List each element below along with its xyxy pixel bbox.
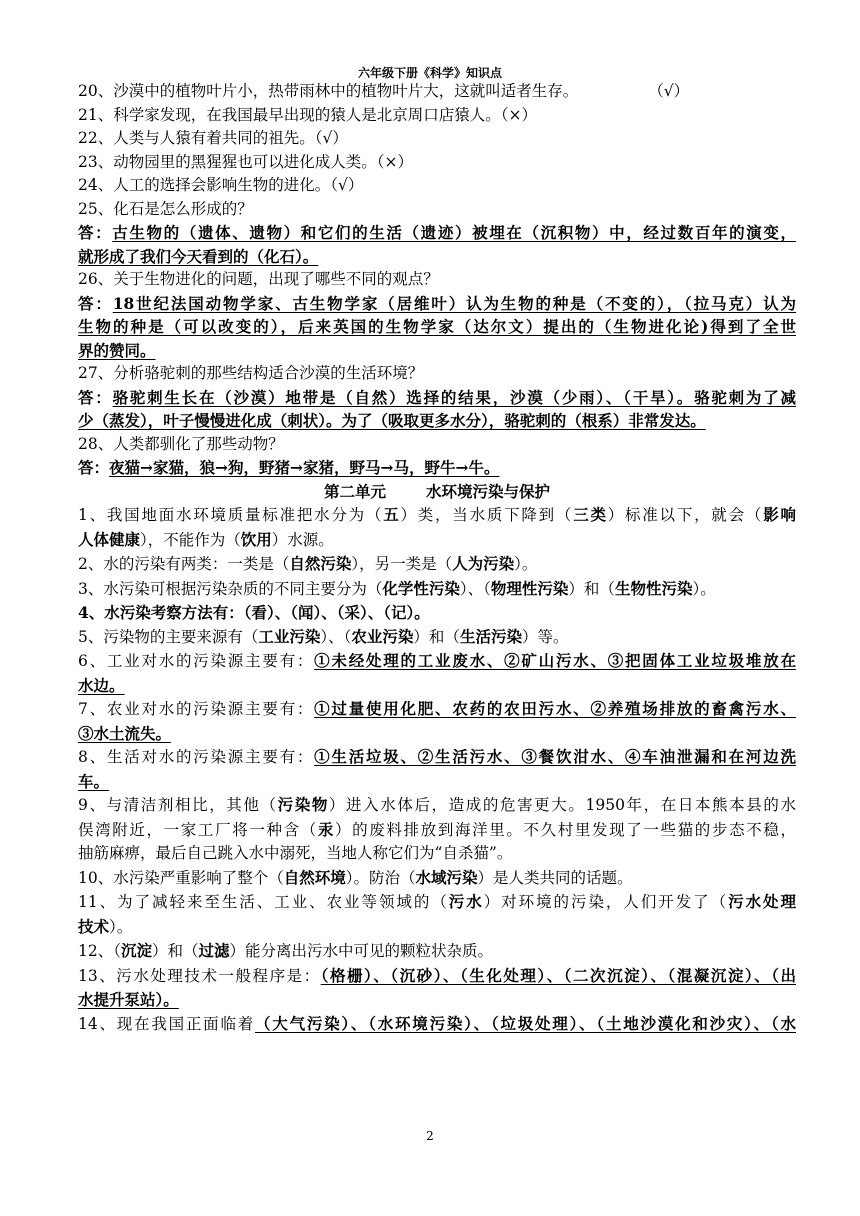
text: 5、污染物的主要来源有（: [78, 627, 259, 646]
point-7-line1: [78, 697, 796, 722]
point-6-line1: [78, 649, 796, 674]
text: 9、与清洁剂相比，其他（: [78, 796, 278, 814]
answer-25-line2: 就形成了我们今天看到的（化石）。: [78, 246, 319, 266]
text: 8、生活对水的污染源主要有：: [78, 748, 315, 766]
point-1-line1: [78, 503, 796, 528]
point-13-line2: 水提升泵站）。: [78, 990, 179, 1009]
text: 3、水污染可根据污染杂质的不同主要分为（: [78, 579, 383, 598]
item-24: 24、人工的选择会影响生物的进化。（√）: [78, 176, 364, 194]
point-12: [78, 939, 796, 964]
text: 10、水污染严重影响了整个（: [78, 868, 284, 887]
text: ）。: [109, 917, 133, 936]
key-term: 污染物: [277, 795, 329, 814]
text: ）是人类共同的话题。: [477, 868, 633, 887]
answer-26-line3: 界的赞同。: [78, 340, 156, 360]
answer-26-line1: [78, 292, 796, 316]
point-9-line3: 抽筋麻痹，最后自己跳入水中溺死，当地人称它们为“自杀猫”。: [78, 844, 513, 862]
point-9-line2: [78, 818, 796, 843]
text: ）、（: [320, 627, 352, 646]
question-27: 27、分析骆驼刺的那些结构适合沙漠的生活环境？: [78, 364, 424, 382]
check-mark: （√）: [648, 82, 690, 100]
text: ）标准以下，就会（: [607, 506, 764, 524]
point-11-line1: [78, 890, 796, 915]
point-10: [78, 866, 796, 891]
key-term: 自然污染: [289, 554, 352, 573]
text: ）等。: [521, 627, 569, 646]
key-term: 自然环境: [283, 867, 346, 887]
question-26: 26、关于生物进化的问题，出现了哪些不同的观点？: [78, 270, 439, 288]
key-term: 人体健康: [78, 529, 141, 549]
page-header: 六年级下册《科学》知识点: [357, 66, 502, 80]
answer-text: ①未经处理的工业废水、②矿山污水、③把固体工业垃圾堆放在: [314, 651, 796, 670]
text: ）类，当水质下降到（: [400, 506, 574, 524]
key-term: 物理性污染: [490, 578, 569, 598]
section-title: [78, 480, 796, 504]
answer-label: 答：: [78, 293, 113, 313]
text: 13、污水处理技术一般程序是：: [78, 966, 321, 985]
key-term: 污水: [448, 892, 484, 911]
answer-28: [78, 456, 796, 480]
key-term: 化学性污染: [382, 578, 460, 598]
text: ）的废料排放到海洋里。不久村里发现了一些猫的步态不稳，: [335, 820, 796, 839]
text: 1、我国地面水环境质量标准把水分为（: [78, 506, 384, 524]
answer-text: 夜猫→家猫，狼→狗，野猪→家猪，野马→马，野牛→牛。: [109, 458, 500, 477]
text: ）。: [514, 555, 538, 573]
answer-text: ①生活垃圾、②生活污水、③餐饮泔水、④车油泄漏和在河边洗: [314, 747, 796, 766]
item-text: 20、沙漠中的植物叶片小，热带雨林中的植物叶片大，这就叫适者生存。: [78, 82, 579, 100]
key-term: 饮用: [240, 529, 272, 549]
text: 6、工业对水的污染源主要有：: [78, 652, 315, 670]
key-term: 工业污染: [258, 626, 321, 646]
text: ），另一类是（: [351, 555, 453, 573]
point-7-line2: ③水土流失。: [78, 723, 172, 743]
page-number: 2: [426, 1129, 434, 1143]
key-term: 五: [383, 505, 401, 524]
section-unit: 第二单元: [323, 481, 386, 501]
key-term: 沉淀: [120, 941, 152, 960]
text: 12、（: [78, 942, 121, 960]
answer-label: 答：: [78, 458, 110, 477]
point-8-line1: [78, 745, 796, 770]
answer-label: 答：: [78, 387, 113, 407]
key-term: 人为污染: [452, 554, 515, 573]
text: ）进入水体后，造成的危害更大。1950年，在日本熊本县的水: [328, 796, 796, 814]
text: 14、现在我国正面临着: [78, 1014, 256, 1033]
item-22: 22、人类与人猿有着共同的祖先。（√）: [78, 129, 348, 147]
text: ），不能作为（: [140, 530, 241, 549]
point-14-line1: [78, 1012, 796, 1037]
point-9-line1: [78, 793, 796, 818]
section-name: 水环境污染与保护: [426, 481, 551, 501]
text: ）水源。: [271, 530, 334, 549]
text: ）对环境的污染，人们开发了（: [483, 893, 729, 911]
point-6-line2: 水边。: [78, 675, 125, 695]
key-term: 生物性污染: [614, 578, 693, 598]
point-5: [78, 625, 796, 650]
answer-text: 古生物的（遗体、遗物）和它们的生活（遗迹）被埋在（沉积物）中，经过数百年的演变，: [112, 223, 796, 242]
text: ）和（: [152, 942, 199, 960]
key-term: 三类: [573, 505, 608, 524]
question-25: 25、化石是怎么形成的？: [78, 199, 253, 218]
point-13-line1: [78, 964, 796, 989]
text: ）。防治（: [345, 868, 416, 887]
item-23: 23、动物园里的黑猩猩也可以进化成人类。（×）: [78, 152, 413, 171]
answer-25-line1: [78, 221, 796, 245]
point-11-line2: [78, 915, 796, 940]
answer-label: 答：: [78, 223, 113, 242]
text: 俣湾附近，一家工厂将一种含（: [78, 820, 318, 839]
text: ）和（: [568, 579, 615, 598]
key-term: 技术: [78, 916, 110, 936]
text: 7、农业对水的污染源主要有：: [78, 700, 315, 718]
answer-text: 18世纪法国动物学家、古生物学家（居维叶）认为生物的种是（不变的），（拉马克）认为: [112, 293, 796, 313]
point-4: 4、水污染考察方法有：（看）、（闻）、（采）、（记）。: [78, 603, 430, 622]
key-term: 水域污染: [415, 867, 478, 887]
point-3: [78, 577, 796, 602]
answer-27-line2: 少（蒸发），叶子慢慢进化成（刺状）。为了（吸取更多水分），骆驼刺的（根系）非常发达。: [78, 411, 706, 430]
point-2: [78, 552, 796, 577]
text: ）、（: [459, 579, 491, 598]
text: ）能分离出污水中可见的颗粒状杂质。: [229, 942, 494, 960]
key-term: 影响: [763, 505, 796, 524]
point-1-line2: [78, 528, 796, 553]
document-body: [78, 80, 796, 1036]
key-term: 过滤: [198, 941, 230, 960]
question-28: 28、人类都驯化了那些动物？: [78, 434, 284, 453]
text: 11、为了减轻来至生活、工业、农业等领域的（: [78, 893, 449, 911]
key-term: 生活污染: [459, 626, 522, 646]
text: ）和（: [413, 627, 460, 646]
item-20: [78, 80, 796, 104]
key-term: 农业污染: [351, 626, 414, 646]
answer-text: ①过量使用化肥、农药的农田污水、②养殖场排放的畜禽污水、: [314, 699, 796, 718]
item-21: 21、科学家发现，在我国最早出现的猿人是北京周口店猿人。（×）: [78, 105, 537, 124]
key-term: 污水处理: [728, 892, 796, 911]
answer-26-line2: 生物的种是（可以改变的），后来英国的生物学家（达尔文）提出的（生物进化论)得到了全世: [78, 317, 796, 336]
point-8-line2: 车。: [78, 771, 110, 791]
answer-27-line1: [78, 386, 796, 410]
key-term: 汞: [317, 819, 336, 839]
text: ）。: [692, 579, 716, 598]
answer-text: 骆驼刺生长在（沙漠）地带是（自然）选择的结果，沙漠（少雨）、（干旱）。骆驼刺为了减: [112, 387, 796, 407]
answer-text: （大气污染）、（水环境污染）、（垃圾处理）、（土地沙漠化和沙灾）、（水: [255, 1013, 796, 1033]
answer-text: （格栅）、（沉砂）、（生化处理）、（二次沉淀）、（混凝沉淀）、（出: [320, 965, 796, 985]
text: 2、水的污染有两类：一类是（: [78, 555, 290, 573]
